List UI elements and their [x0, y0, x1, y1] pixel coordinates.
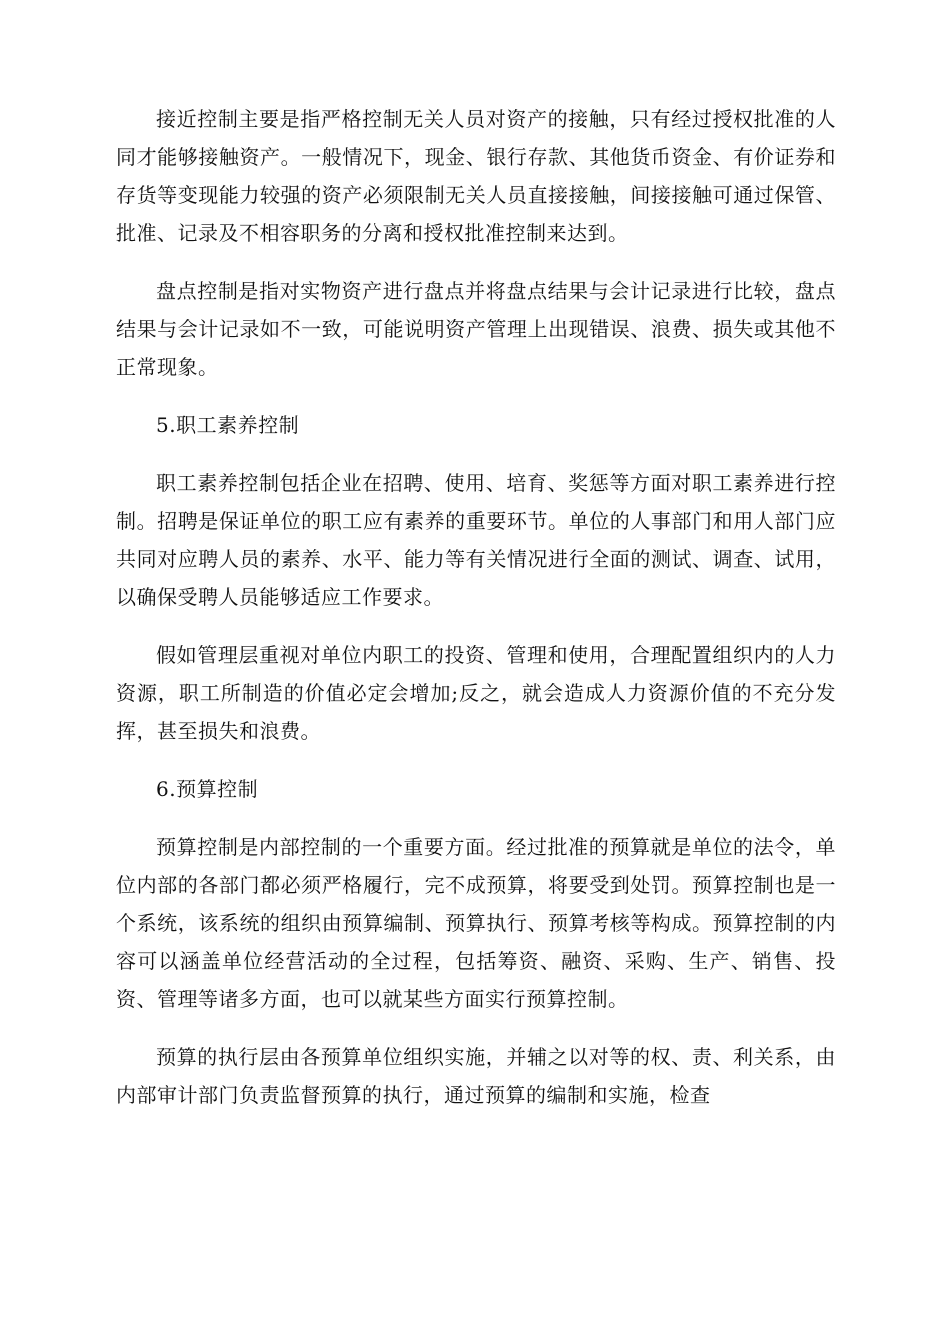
- section-heading-6: 6.预算控制: [156, 777, 259, 801]
- paragraph-staff-quality-control: 职工素养控制包括企业在招聘、使用、培育、奖惩等方面对职工素养进行控制。招聘是保证单位的职工应有素养的重要环节。单位的人事部门和用人部门应共同对应聘人员的素养、水平、能力等有关情况进行全面的测试、调查、试用，以确保受聘人员能够适应工作要求。: [116, 471, 836, 609]
- document-page: [116, 100, 836, 1134]
- paragraph-budget-execution: 预算的执行层由各预算单位组织实施，并辅之以对等的权、责、利关系，由内部审计部门负责监督预算的执行，通过预算的编制和实施，检查: [116, 1045, 836, 1107]
- paragraph-budget-control: 预算控制是内部控制的一个重要方面。经过批准的预算就是单位的法令，单位内部的各部门都必须严格履行，完不成预算，将要受到处罚。预算控制也是一个系统，该系统的组织由预算编制、预算执行、预算考核等构成。预算控制的内容可以涵盖单位经营活动的全过程，包括筹资、融资、采购、生产、销售、投资、管理等诸多方面，也可以就某些方面实行预算控制。: [116, 835, 836, 1011]
- section-heading-5: 5.职工素养控制: [156, 413, 300, 437]
- paragraph-access-control: 接近控制主要是指严格控制无关人员对资产的接触，只有经过授权批准的人同才能够接触资产。一般情况下，现金、银行存款、其他货币资金、有价证券和存货等变现能力较强的资产必须限制无关人员直接接触，间接接触可通过保管、批准、记录及不相容职务的分离和授权批准控制来达到。: [116, 107, 836, 245]
- paragraph-inventory-control: 盘点控制是指对实物资产进行盘点并将盘点结果与会计记录进行比较，盘点结果与会计记录如不一致，可能说明资产管理上出现错误、浪费、损失或其他不正常现象。: [116, 279, 836, 379]
- paragraph-staff-investment: 假如管理层重视对单位内职工的投资、管理和使用，合理配置组织内的人力资源，职工所制造的价值必定会增加;反之，就会造成人力资源价值的不充分发挥，甚至损失和浪费。: [116, 643, 836, 743]
